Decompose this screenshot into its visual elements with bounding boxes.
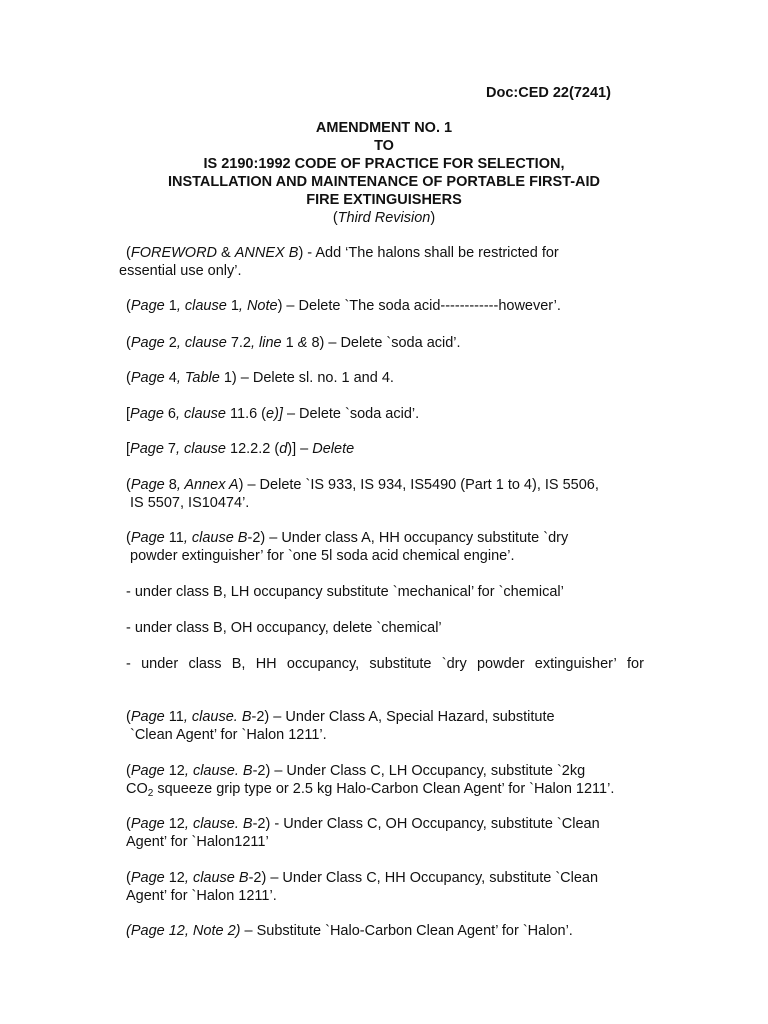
amendment-item-page-12-class-c-hh-line-2: Agent’ for `Halon 1211’.: [126, 888, 277, 904]
amendment-item-page-11-class-a: (Page 11, clause B-2) – Under class A, HH occupancy substitute `dry: [126, 530, 569, 546]
amendment-item-page-11-special-hazard-line-2: `Clean Agent’ for `Halon 1211’.: [130, 727, 327, 743]
amendment-item-page-1: (Page 1, clause 1, Note) – Delete `The soda acid------------however’.: [126, 298, 561, 314]
amendment-item-class-b-oh: - under class B, OH occupancy, delete `chemical’: [126, 620, 442, 636]
amendment-item-class-b-lh: - under class B, LH occupancy substitute `mechanical’ for `chemical’: [126, 584, 564, 600]
amendment-item-page-12-class-c-oh-line-2: Agent’ for `Halon1211’: [126, 834, 269, 850]
amendment-to: TO: [374, 138, 394, 154]
amendment-item-page-2: (Page 2, clause 7.2, line 1 & 8) – Delete `soda acid’.: [126, 335, 461, 351]
amendment-item-page-8-line-2: IS 5507, IS10474’.: [130, 495, 250, 511]
amendment-item-page-11-special-hazard: (Page 11, clause. B-2) – Under Class A, Special Hazard, substitute: [126, 709, 555, 725]
standard-title-line-2: INSTALLATION AND MAINTENANCE OF PORTABLE FIRST-AID: [167, 174, 601, 190]
amendment-item-class-b-hh: - under class B, HH occupancy, substitute `dry powder extinguisher’ for: [126, 656, 644, 672]
standard-title-line-3: FIRE EXTINGUISHERS: [306, 192, 462, 208]
amendment-item-page-4: (Page 4, Table 1) – Delete sl. no. 1 and 4.: [126, 370, 394, 386]
standard-title-line-1: IS 2190:1992 CODE OF PRACTICE FOR SELECTION,: [203, 156, 565, 172]
revision-note: (Third Revision): [332, 210, 436, 226]
amendment-item-page-12-class-c-lh-line-2: $CO_2$ squeeze grip type or 2.5 kg Halo-Carbon Clean Agent’ for `Halon 1211’.: [126, 781, 615, 799]
amendment-item-foreword-line-2: essential use only’.: [119, 263, 242, 279]
amendment-item-page-12-class-c-lh: (Page 12, clause. B-2) – Under Class C, LH Occupancy, substitute `2kg: [126, 763, 586, 779]
amendment-item-page-12-class-c-oh: (Page 12, clause. B-2) - Under Class C, OH Occupancy, substitute `Clean: [126, 816, 600, 832]
amendment-item-page-11-class-a-line-2: powder extinguisher’ for `one 5l soda acid chemical engine’.: [130, 548, 515, 564]
amendment-item-page-7: [Page 7, clause 12.2.2 (d)] – Delete: [126, 441, 355, 457]
amendment-item-page-6: [Page 6, clause 11.6 (e)] – Delete `soda acid’.: [126, 406, 420, 422]
doc-reference: Doc:CED 22(7241): [486, 85, 611, 101]
amendment-item-page-12-note-2: (Page 12, Note 2) – Substitute `Halo-Carbon Clean Agent’ for `Halon’.: [126, 923, 573, 939]
amendment-title: AMENDMENT NO. 1: [315, 120, 453, 136]
amendment-item-page-8: (Page 8, Annex A) – Delete `IS 933, IS 934, IS5490 (Part 1 to 4), IS 5506,: [126, 477, 599, 493]
amendment-item-foreword: (FOREWORD & ANNEX B) - Add ‘The halons shall be restricted for: [126, 245, 559, 261]
amendment-item-page-12-class-c-hh: (Page 12, clause B-2) – Under Class C, HH Occupancy, substitute `Clean: [126, 870, 599, 886]
